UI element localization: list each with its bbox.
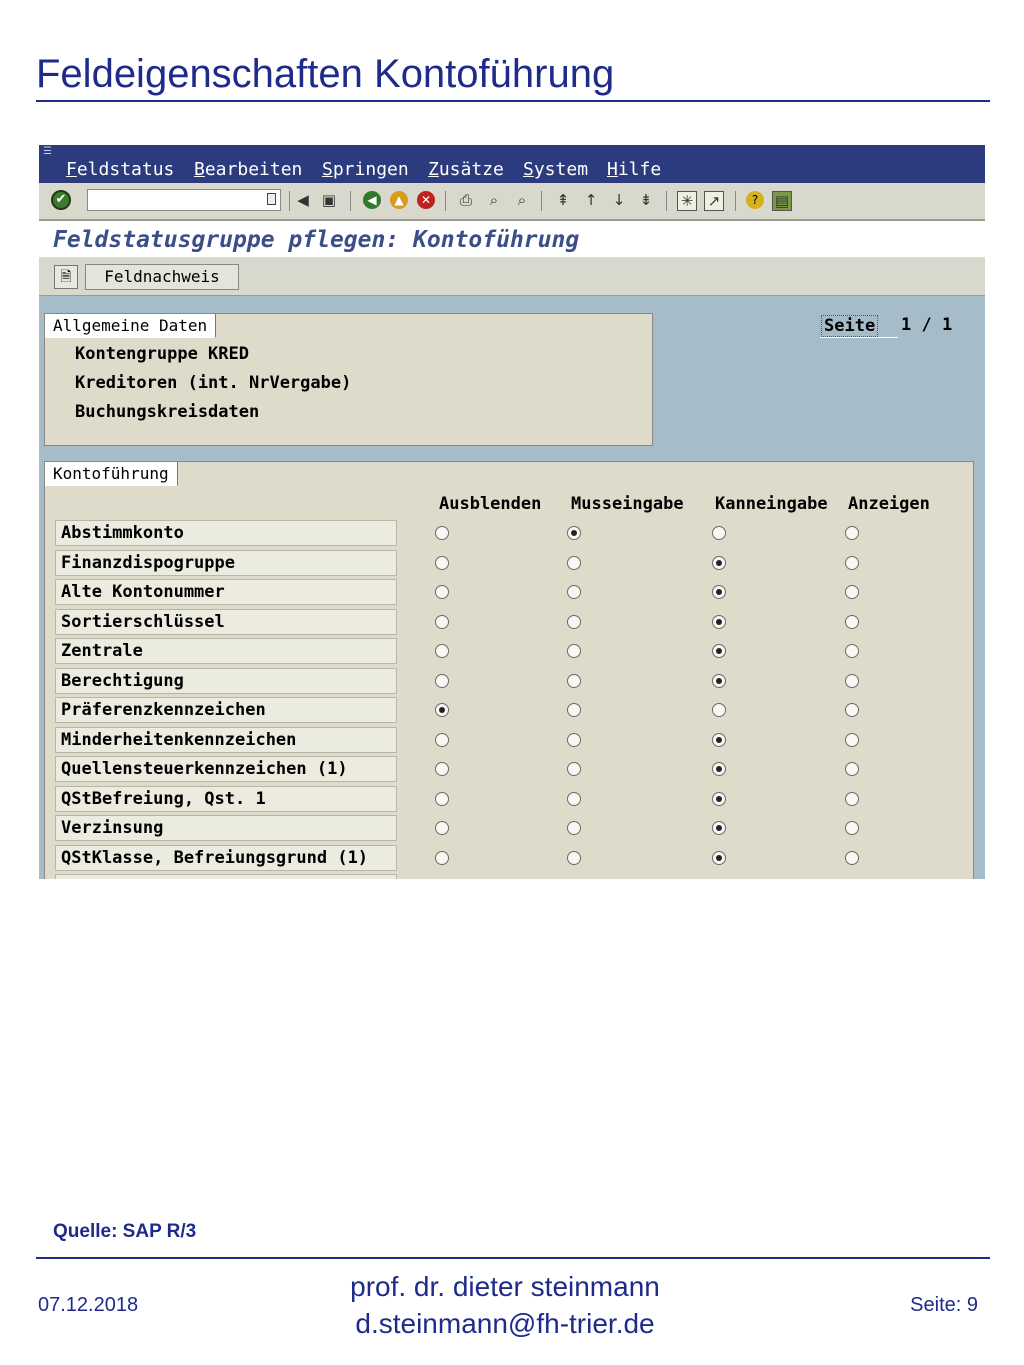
radio-hide[interactable]: [435, 762, 449, 776]
radio-display[interactable]: [845, 526, 859, 540]
field-label: Präferenzkennzeichen: [55, 697, 397, 723]
account-management-tab: Kontoführung: [45, 462, 178, 486]
radio-hide[interactable]: [435, 851, 449, 865]
radio-hide[interactable]: [435, 733, 449, 747]
system-menu-icon[interactable]: ☰: [43, 146, 52, 157]
menu-mnemonic: Z: [428, 159, 439, 180]
radio-required[interactable]: [567, 674, 581, 688]
menu-label: usätze: [438, 159, 504, 180]
command-input[interactable]: [88, 191, 262, 211]
radio-hide[interactable]: [435, 585, 449, 599]
radio-required[interactable]: [567, 556, 581, 570]
radio-display[interactable]: [845, 792, 859, 806]
radio-required[interactable]: [567, 644, 581, 658]
radio-required[interactable]: [567, 821, 581, 835]
footer-author-block: [280, 1268, 730, 1342]
menu-mnemonic: S: [523, 159, 534, 180]
screen-title: Feldstatusgruppe pflegen: Kontoführung: [53, 227, 580, 253]
column-required: Musseingabe: [571, 494, 684, 514]
column-display: Anzeigen: [848, 494, 930, 514]
radio-required[interactable]: [567, 526, 581, 540]
radio-required[interactable]: [567, 733, 581, 747]
radio-hide[interactable]: [435, 644, 449, 658]
account-group-text: Kontengruppe KRED: [75, 344, 249, 364]
document-icon[interactable]: 🗎: [54, 265, 78, 289]
radio-optional[interactable]: [712, 733, 726, 747]
menu-label: pringen: [332, 159, 409, 180]
toolbar-separator: [735, 191, 736, 211]
radio-optional[interactable]: [712, 674, 726, 688]
radio-required[interactable]: [567, 762, 581, 776]
radio-display[interactable]: [845, 556, 859, 570]
field-label: QStBefreiung, Qst. 1: [55, 786, 397, 812]
shortcut-icon[interactable]: ↗: [704, 191, 724, 211]
application-toolbar: [39, 257, 985, 296]
exit-icon[interactable]: ▲: [390, 191, 408, 209]
field-label: Verzinsung: [55, 815, 397, 841]
toolbar-separator: [445, 191, 446, 211]
menu-item[interactable]: [523, 159, 588, 181]
field-label: Finanzdispogruppe: [55, 550, 397, 576]
menu-item[interactable]: [322, 159, 409, 181]
print-icon[interactable]: ⎙: [459, 191, 472, 209]
feldnachweis-button[interactable]: Feldnachweis: [85, 264, 239, 290]
page-number: 1 / 1: [901, 315, 953, 335]
toolbar-separator: [289, 191, 290, 211]
field-label: QStKlasse, Befreiungsgrund (1): [55, 845, 397, 871]
menu-item[interactable]: [194, 159, 302, 181]
radio-required[interactable]: [567, 615, 581, 629]
column-hide: Ausblenden: [439, 494, 542, 514]
menu-item[interactable]: [428, 159, 504, 181]
radio-optional[interactable]: [712, 821, 726, 835]
last-page-icon[interactable]: ⇟: [639, 191, 653, 209]
field-label: Minderheitenkennzeichen: [55, 727, 397, 753]
field-label: Abstimmkonto: [55, 520, 397, 546]
find-next-icon[interactable]: ⌕: [517, 191, 527, 209]
sap-window: [39, 145, 985, 879]
menu-item[interactable]: [66, 159, 174, 181]
footer-email[interactable]: d.steinmann@fh-trier.de: [355, 1308, 655, 1339]
field-label-partial: [55, 874, 397, 879]
radio-optional[interactable]: [712, 792, 726, 806]
field-label: Quellensteuerkennzeichen (1): [55, 756, 397, 782]
footer-page-number: Seite: 9: [910, 1294, 978, 1316]
create-session-icon[interactable]: ✳: [677, 191, 697, 211]
radio-required[interactable]: [567, 792, 581, 806]
menu-mnemonic: H: [607, 159, 618, 180]
page-label: Seite: [821, 315, 878, 337]
menu-label: ilfe: [617, 159, 662, 180]
footer-divider: [36, 1257, 990, 1259]
toolbar-separator: [541, 191, 542, 211]
back-icon[interactable]: ◀: [297, 191, 309, 209]
general-data-group: [44, 313, 653, 446]
toolbar-separator: [666, 191, 667, 211]
page-label-underline: [820, 337, 898, 338]
radio-display[interactable]: [845, 762, 859, 776]
radio-optional[interactable]: [712, 615, 726, 629]
radio-display[interactable]: [845, 733, 859, 747]
radio-optional[interactable]: [712, 526, 726, 540]
field-label: Berechtigung: [55, 668, 397, 694]
menu-label: earbeiten: [204, 159, 303, 180]
account-group-description: Kreditoren (int. NrVergabe): [75, 373, 352, 393]
menu-mnemonic: F: [66, 159, 77, 180]
radio-display[interactable]: [845, 674, 859, 688]
radio-optional[interactable]: [712, 644, 726, 658]
source-note: Quelle: SAP R/3: [53, 1221, 197, 1242]
field-label: Sortierschlüssel: [55, 609, 397, 635]
title-divider: [36, 100, 990, 102]
footer-author: prof. dr. dieter steinmann: [350, 1271, 660, 1302]
radio-display[interactable]: [845, 615, 859, 629]
radio-hide[interactable]: [435, 556, 449, 570]
field-label: Zentrale: [55, 638, 397, 664]
enter-check-icon[interactable]: ✔: [51, 190, 71, 210]
radio-required[interactable]: [567, 851, 581, 865]
radio-display[interactable]: [845, 585, 859, 599]
menu-mnemonic: S: [322, 159, 333, 180]
field-label: Alte Kontonummer: [55, 579, 397, 605]
menu-label: ystem: [533, 159, 589, 180]
radio-hide[interactable]: [435, 703, 449, 717]
account-management-group: [44, 461, 974, 879]
radio-optional[interactable]: [712, 556, 726, 570]
radio-display[interactable]: [845, 644, 859, 658]
menu-bar: [39, 145, 985, 183]
save-icon[interactable]: ▣: [321, 191, 337, 209]
radio-hide[interactable]: [435, 792, 449, 806]
radio-display[interactable]: [845, 703, 859, 717]
radio-display[interactable]: [845, 821, 859, 835]
radio-hide[interactable]: [435, 615, 449, 629]
radio-hide[interactable]: [435, 526, 449, 540]
slide-title: Feldeigenschaften Kontoführung: [36, 52, 615, 96]
menu-item[interactable]: [607, 159, 661, 181]
radio-optional[interactable]: [712, 762, 726, 776]
find-icon[interactable]: ⌕: [489, 191, 499, 209]
radio-required[interactable]: [567, 703, 581, 717]
radio-display[interactable]: [845, 851, 859, 865]
layout-icon[interactable]: ▤: [772, 191, 792, 211]
first-page-icon[interactable]: ⇞: [556, 191, 570, 209]
cancel-icon[interactable]: ✕: [417, 191, 435, 209]
radio-hide[interactable]: [435, 674, 449, 688]
menu-mnemonic: B: [194, 159, 205, 180]
radio-optional[interactable]: [712, 851, 726, 865]
screen-title-bar: [39, 221, 985, 257]
help-icon[interactable]: ?: [746, 191, 764, 209]
radio-hide[interactable]: [435, 821, 449, 835]
toolbar-separator: [350, 191, 351, 211]
column-optional: Kanneingabe: [715, 494, 828, 514]
previous-page-icon[interactable]: ↑: [584, 191, 598, 209]
radio-required[interactable]: [567, 585, 581, 599]
command-history-icon[interactable]: [267, 193, 276, 205]
radio-optional[interactable]: [712, 703, 726, 717]
green-arrow-back-icon[interactable]: ◀: [363, 191, 381, 209]
general-data-tab: Allgemeine Daten: [45, 314, 216, 338]
command-field[interactable]: [87, 189, 281, 211]
standard-toolbar: [39, 183, 985, 221]
radio-optional[interactable]: [712, 585, 726, 599]
footer-date: 07.12.2018: [38, 1294, 139, 1316]
company-code-data-text: Buchungskreisdaten: [75, 402, 260, 422]
menu-label: eldstatus: [76, 159, 175, 180]
next-page-icon[interactable]: ↓: [612, 191, 626, 209]
